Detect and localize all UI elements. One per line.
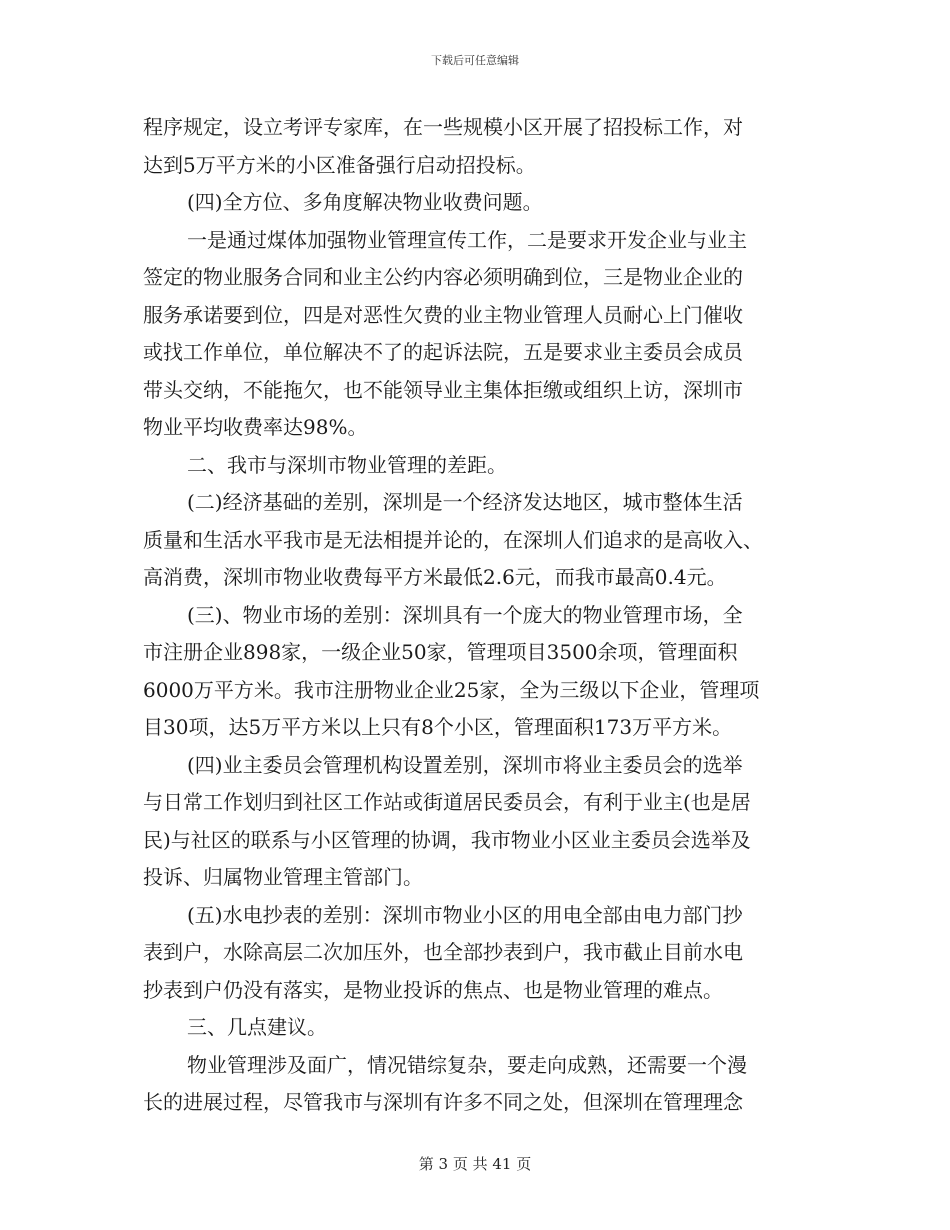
page-header: 下载后可任意编辑 (431, 54, 519, 67)
paragraph-start: 一是通过煤体加强物业管理宣传工作，二是要求开发企业与业主 (187, 227, 747, 252)
text-line: 投诉、归属物业管理主管部门。 (143, 865, 423, 889)
paragraph-start: 物业管理涉及面广，情况错综复杂，要走向成熟，还需要一个漫 (187, 1052, 747, 1077)
text-line: 物业平均收费率达98%。 (143, 415, 368, 439)
text-line: 程序规定，设立考评专家库，在一些规模小区开展了招投标工作，对 (143, 115, 743, 139)
text-line: 与日常工作划归到社区工作站或街道居民委员会，有利于业主(也是居 (143, 790, 751, 814)
paragraph-start: (二)经济基础的差别，深圳是一个经济发达地区，城市整体生活 (187, 490, 743, 514)
text-line: 民)与社区的联系与小区管理的协调，我市物业小区业主委员会选举及 (143, 827, 751, 852)
page-footer: 第 3 页 共 41 页 (418, 1155, 532, 1173)
section-heading: 三、几点建议。 (187, 1015, 327, 1039)
text-line: 签定的物业服务合同和业主公约内容必须明确到位，三是物业企业的 (143, 265, 743, 289)
paragraph-start: (三)、物业市场的差别：深圳具有一个庞大的物业管理市场，全 (187, 602, 743, 627)
text-line: 目30项，达5万平方米以上只有8个小区，管理面积173万平方米。 (143, 715, 733, 739)
text-line: 长的进展过程，尽管我市与深圳有许多不同之处，但深圳在管理理念 (143, 1090, 743, 1114)
text-line: 表到户，水除高层二次加压外，也全部抄表到户，我市截止目前水电 (143, 940, 743, 964)
text-line: 6000万平方米。我市注册物业企业25家，全为三级以下企业，管理项 (143, 677, 760, 702)
section-heading: 二、我市与深圳市物业管理的差距。 (187, 452, 507, 477)
paragraph-start: (五)水电抄表的差别：深圳市物业小区的用电全部由电力部门抄 (187, 902, 743, 927)
text-line: 达到5万平方米的小区准备强行启动招投标。 (143, 152, 536, 177)
text-line: 服务承诺要到位，四是对恶性欠费的业主物业管理人员耐心上门催收 (143, 302, 743, 327)
text-line: 带头交纳，不能拖欠，也不能领导业主集体拒缴或组织上访，深圳市 (143, 377, 743, 402)
section-heading: (四)全方位、多角度解决物业收费问题。 (187, 190, 543, 214)
text-line: 或找工作单位，单位解决不了的起诉法院，五是要求业主委员会成员 (143, 340, 743, 364)
text-line: 质量和生活水平我市是无法相提并论的，在深圳人们追求的是高收入、 (143, 527, 763, 552)
text-line: 高消费，深圳市物业收费每平方米最低2.6元，而我市最高0.4元。 (143, 565, 727, 589)
text-line: 市注册企业898家，一级企业50家，管理项目3500余项，管理面积 (143, 640, 738, 664)
text-line: 抄表到户仍没有落实，是物业投诉的焦点、也是物业管理的难点。 (143, 977, 723, 1002)
document-body (143, 109, 807, 1122)
paragraph-start: (四)业主委员会管理机构设置差别，深圳市将业主委员会的选举 (187, 752, 743, 777)
